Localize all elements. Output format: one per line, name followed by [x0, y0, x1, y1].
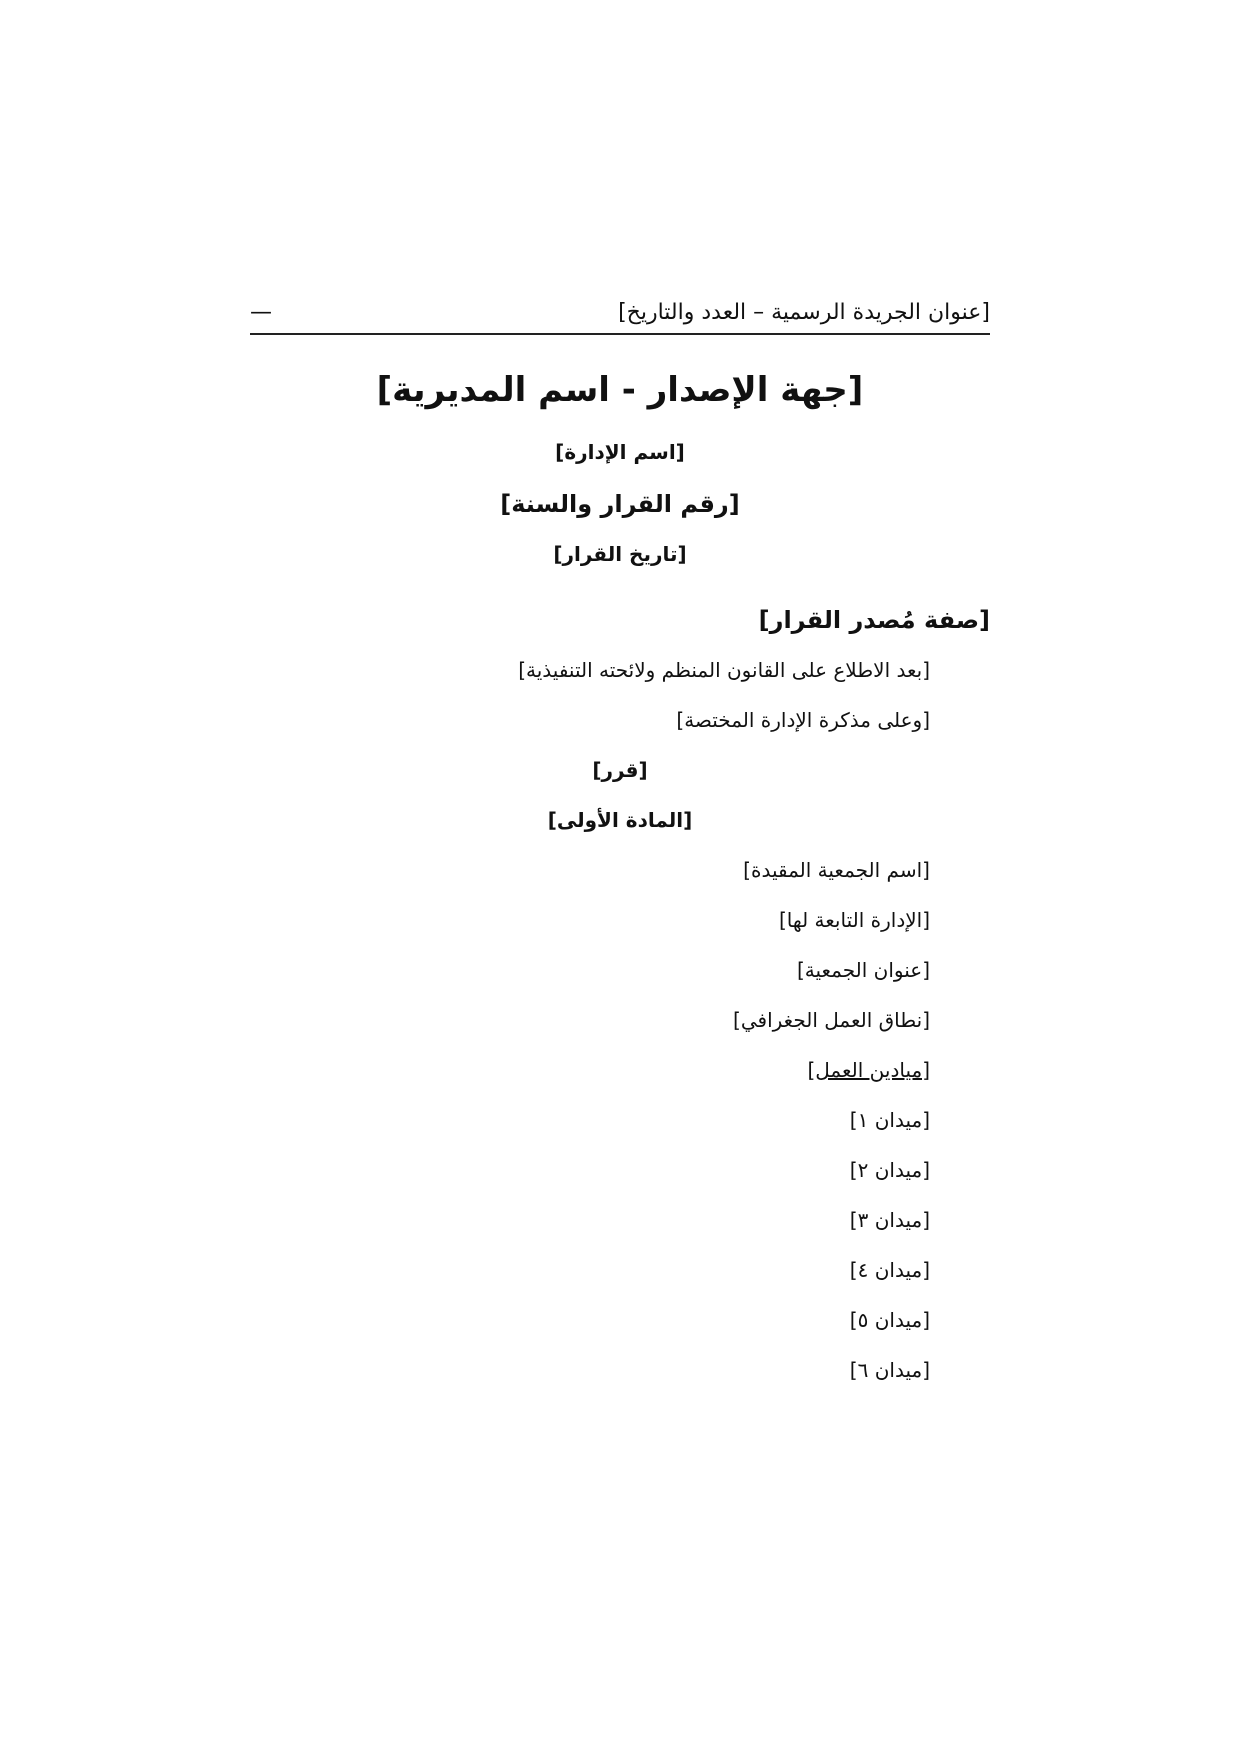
list-item: [ميدان ٣] — [849, 1208, 930, 1232]
decision-date: [تاريخ القرار] — [553, 542, 687, 566]
list-item: [ميدان ٢] — [849, 1158, 930, 1182]
list-item: [ميدان ٤] — [849, 1258, 930, 1282]
issuer: [صفة مُصدر القرار] — [758, 606, 990, 634]
list-item: [ميدان ٥] — [849, 1308, 930, 1332]
decision-number: [رقم القرار والسنة] — [500, 490, 740, 518]
article-heading: [المادة الأولى] — [547, 808, 693, 832]
decision-body — [250, 595, 990, 1395]
fields-list — [250, 1095, 990, 1395]
running-title: [عنوان الجريدة الرسمية – العدد والتاريخ] — [618, 300, 990, 325]
list-item: [ميدان ٦] — [849, 1358, 930, 1382]
recital-2: [وعلى مذكرة الإدارة المختصة] — [676, 708, 930, 732]
body-line: [نطاق العمل الجغرافي] — [733, 1008, 930, 1032]
body-line: [عنوان الجمعية] — [796, 958, 930, 982]
page-number: — — [250, 300, 272, 325]
doc-subtitle: [اسم الإدارة] — [555, 440, 685, 464]
doc-title: [جهة الإصدار - اسم المديرية] — [376, 370, 864, 410]
recital-1: [بعد الاطلاع على القانون المنظم ولائحته التنفيذية] — [518, 658, 930, 682]
fields-label: [ميادين العمل] — [807, 1058, 930, 1082]
body-line: [الإدارة التابعة لها] — [778, 908, 930, 932]
body-line: [اسم الجمعية المقيدة] — [743, 858, 930, 882]
decided-heading: [قرر] — [592, 758, 648, 782]
page-header — [250, 285, 990, 335]
list-item: [ميدان ١] — [849, 1108, 930, 1132]
